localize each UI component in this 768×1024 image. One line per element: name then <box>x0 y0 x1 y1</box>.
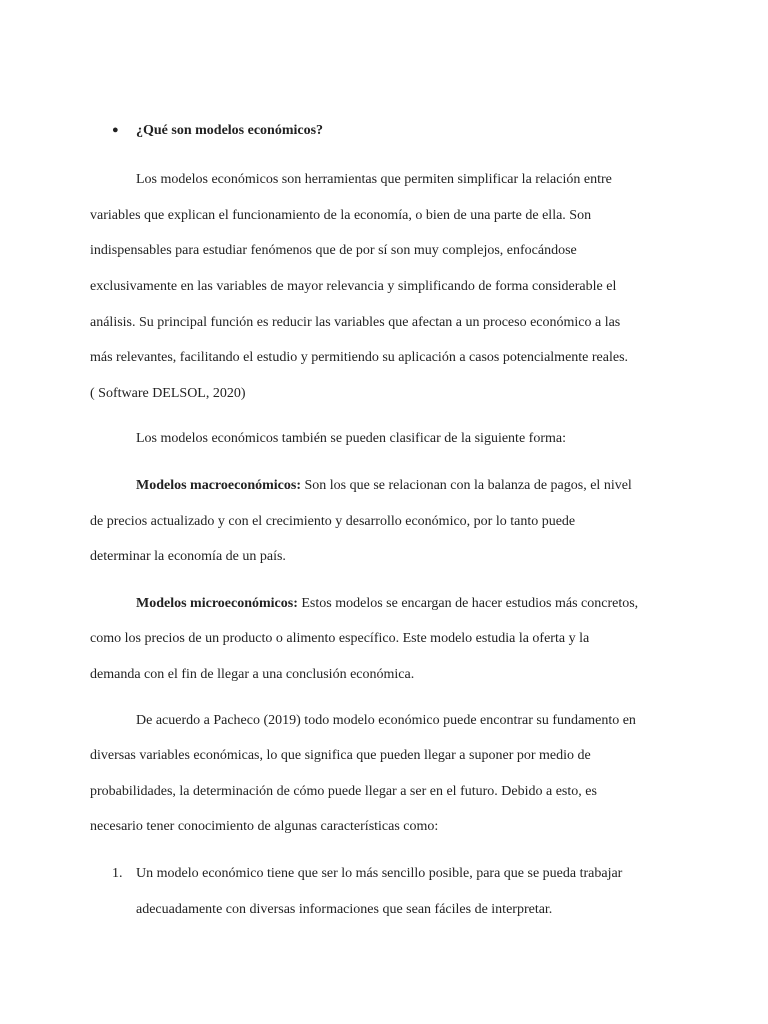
paragraph-1-line: variables que explican el funcionamiento de la economía, o bien de una parte de ella. Son <box>90 208 592 223</box>
macro-line: determinar la economía de un país. <box>90 549 286 564</box>
list-item-line: Un modelo económico tiene que ser lo más sencillo posible, para que se pueda trabajar <box>136 866 623 881</box>
macro-line: de precios actualizado y con el crecimiento y desarrollo económico, por lo tanto puede <box>90 514 576 529</box>
macro-term: Modelos macroeconómicos: <box>136 478 301 493</box>
paragraph-3-line: De acuerdo a Pacheco (2019) todo modelo económico puede encontrar su fundamento en <box>136 713 636 728</box>
paragraph-3-line: diversas variables económicas, lo que significa que pueden llegar a suponer por medio de <box>90 748 591 763</box>
micro-line: como los precios de un producto o alimento específico. Este modelo estudia la oferta y la <box>90 631 590 646</box>
micro-term: Modelos microeconómicos: <box>136 596 298 611</box>
paragraph-3-line: probabilidades, la determinación de cómo puede llegar a ser en el futuro. Debido a esto, es <box>90 784 597 799</box>
paragraph-1-line: más relevantes, facilitando el estudio y permitiendo su aplicación a casos potencialmente reales. <box>90 350 629 365</box>
paragraph-1-line: análisis. Su principal función es reducir las variables que afectan a un proceso económico a las <box>90 315 621 330</box>
paragraph-1-line: Los modelos económicos son herramientas que permiten simplificar la relación entre <box>136 172 612 187</box>
paragraph-1-line: exclusivamente en las variables de mayor relevancia y simplificando de forma considerable el <box>90 279 617 294</box>
micro-line: demanda con el fin de llegar a una conclusión económica. <box>90 667 415 682</box>
list-item-line: adecuadamente con diversas informaciones que sean fáciles de interpretar. <box>136 902 553 917</box>
paragraph-2-line: Los modelos económicos también se pueden clasificar de la siguiente forma: <box>136 431 566 446</box>
section-heading-text: ¿Qué son modelos económicos? <box>136 123 324 138</box>
list-item-number: 1. <box>112 866 123 881</box>
micro-first-line <box>136 595 638 613</box>
citation-line: ( Software DELSOL, 2020) <box>90 386 246 401</box>
macro-first-line <box>136 477 632 495</box>
paragraph-3-line: necesario tener conocimiento de algunas características como: <box>90 819 439 834</box>
macro-text: Son los que se relacionan con la balanza de pagos, el nivel <box>300 478 632 493</box>
bullet-icon: ● <box>112 124 119 136</box>
section-heading <box>112 123 323 139</box>
micro-text: Estos modelos se encargan de hacer estudios más concretos, <box>297 596 639 611</box>
paragraph-1-line: indispensables para estudiar fenómenos que de por sí son muy complejos, enfocándose <box>90 243 577 258</box>
